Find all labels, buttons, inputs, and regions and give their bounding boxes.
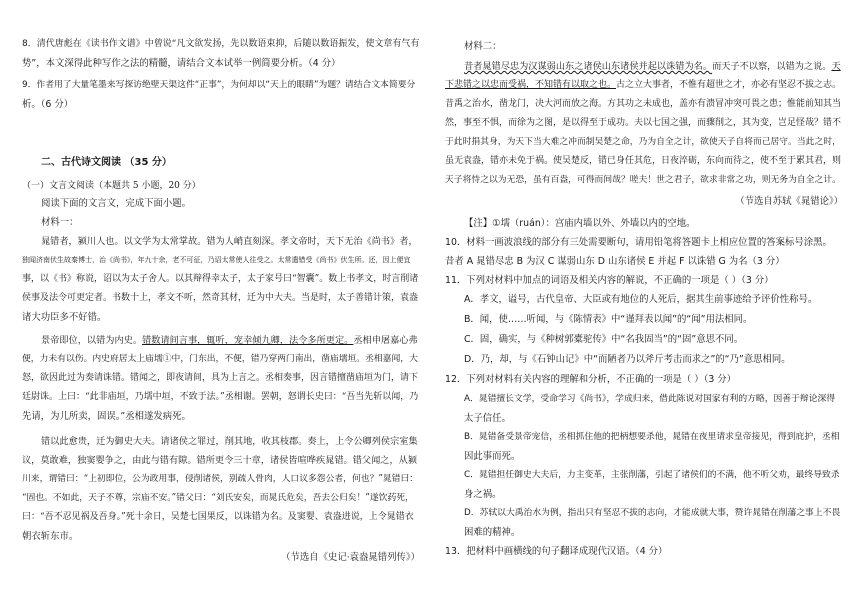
section-2-heading: 二、古代诗文阅读 （35 分） xyxy=(41,157,172,168)
material-1-line: 便，力未有以伤。内史府居太上庙壖①中，门东出，不便，错乃穿两门南出，凿庙壖垣。丞相嘉闻，大 xyxy=(22,354,418,364)
material-2-line-1 xyxy=(445,60,843,73)
material-1-line: 议，莫敢难，独窦婴争之，由此与错有隙。错所更令三十章，诸侯皆喧哗疾晁错。错父闻之，从颍 xyxy=(22,455,418,466)
material-2-text: 古之立大事者，不惟有超世之才，亦必有坚忍不拔之志。 xyxy=(616,80,842,90)
question-12-option-a-line-1: A．晁错擅长文学，受命学习《尚书》，学成归来，借此陈说对国家有利的方略，因善于辩论深得 xyxy=(464,394,836,404)
material-1-line: 川来，谓错曰：“上初即位，公为政用事，侵削诸侯，别疏人骨肉，人口议多怨公者，何也？”晁错曰： xyxy=(22,474,419,484)
wavy-underlined-sentence: 昔者晁错尽忠为汉谋弱山东之诸侯山东诸侯并起以诛错为名。 xyxy=(464,61,713,72)
question-12-option-c-line-1: C．晁错担任御史大夫后，力主变革，主张削藩，引起了诸侯们的不满，他不听父劝，最终导致杀 xyxy=(464,470,840,480)
material-2-line: 天子将恃之以为无恐，虽有百盎，可得而间哉？嗟夫！世之君子，欲求非常之功，则无务为自全之计。 xyxy=(445,175,841,185)
question-11-option-d: D．乃，却，与《石钟山记》中“而陋者乃以斧斤考击而求之”的“乃”意思相同。 xyxy=(464,354,791,365)
material-1-title: 材料一： xyxy=(41,217,79,228)
material-1-line: 错以此愈贵，迁为御史大夫。请诸侯之罪过，削其地，收其枝郡。奏上，上令公卿列侯宗室集 xyxy=(41,436,418,447)
material-2-line: 于此时捐其身，为天下当大难之冲而制吴楚之命，乃为自全之计，欲使天子自将而己居守。当此之时， xyxy=(445,137,841,147)
question-8-line-2: 势”，本文深得此种写作之法的精髓，请结合文本试举一例简要分析。（4 分） xyxy=(22,58,341,69)
material-1-line: 事，以《书》称说，诏以为太子舍人。以其辩得幸太子，太子家号曰“智囊”。数上书孝文，时言削诸 xyxy=(22,274,419,284)
material-1-line: 晁错者，颍川人也。以文学为太常掌故。错为人峭直刻深。孝文帝时，天下无治《尚书》者， xyxy=(41,236,418,247)
underlined-sentence-2: 下悲错之以忠而受祸，不知错有以取之也。 xyxy=(445,80,617,90)
material-1-source: （节选自《史记·袁盎晁错列传》） xyxy=(281,552,420,563)
material-2-line-2 xyxy=(445,79,843,92)
question-12-option-b-line-2: 因此事而死。 xyxy=(464,451,521,462)
material-1-line: “固也。不如此，天子不尊，宗庙不安。”错父曰：“刘氏安矣，而晁氏危矣，吾去公归矣！”遂饮药死， xyxy=(22,493,414,503)
reading-instruction: 阅读下面的文言文，完成下面小题。 xyxy=(41,198,192,209)
material-2-text: 而天子不以察，以错为之说。 xyxy=(712,61,832,72)
question-11: 11．下列对材料中加点的词语及相关内容的解说，不正确的一项是（ ）（3 分） xyxy=(445,275,774,286)
question-12-option-d-line-1: D．苏轼以大禹治水为例，指出只有坚忍不拔的志向，才能成就大事，赞许晁错在削藩之事上不畏 xyxy=(464,508,841,518)
question-8-line-1: 8．清代唐彪在《读书作文谱》中曾说“凡文欲发扬，先以数语束抑，后随以数语振发，使文章有气有 xyxy=(22,39,420,49)
material-1-line: 朝衣斩东市。 xyxy=(22,531,79,542)
material-2-line: 昔禹之治水，凿龙门，决大河而放之海。方其功之未成也，盖亦有溃冒冲突可畏之患；惟能前知其当 xyxy=(445,99,842,109)
question-10-options: 昔者 A 晁错尽忠 B 为汉 C 谋弱山东 D 山东诸侯 E 并起 F 以诛错 G 为名（3 分） xyxy=(445,256,785,267)
paragraph-2-end: 丞相申屠嘉心弗 xyxy=(353,335,418,346)
material-2-title: 材料二： xyxy=(464,41,502,52)
question-12-option-a-line-2: 太子信任。 xyxy=(464,413,511,424)
material-1-line: 先请，为儿所卖，固误。”丞相遂发病死。 xyxy=(22,411,191,422)
material-1-line: 侯事及法令可更定者。书数十上，孝文不听，然奇其材，迁为中大夫。当是时，太子善错计策，袁盎 xyxy=(22,293,419,303)
material-1-paragraph-2-line-1 xyxy=(22,334,420,347)
question-11-option-c: C．固，确实，与《种树郭橐驼传》中“名我固当”的“固”意思不同。 xyxy=(464,334,744,345)
material-1-line: 诸大功臣多不好错。 xyxy=(22,312,107,323)
material-1-line: 廷尉诛。上曰：“此非庙垣，乃壖中垣，不致于法。”丞相谢。罢朝，怒谓长史曰：“吾当先斩以闻，乃 xyxy=(22,392,419,402)
question-11-option-b: B．闻，使……听闻，与《陈情表》中“谨拜表以闻”的“闻”用法相同。 xyxy=(464,314,753,325)
material-1-line: 独闻济南伏生故秦博士，治《尚书》，年九十余，老不可征，乃诏太常使人往受之。太常遣错受《尚书》伏生所。还，因上便宜 xyxy=(22,256,411,264)
footnote: 【注】①壖（ruán）：宫庙内墙以外、外墙以内的空地。 xyxy=(464,218,696,229)
material-2-source: （节选自苏轼《晁错论》） xyxy=(735,196,843,207)
material-2-line: 虽无袁盎，错亦未免于祸。使吴楚反，错已身任其危，日夜淬砺，东向而待之，使不至于累其君，则 xyxy=(445,156,842,166)
question-9-line-1: 9．作者用了大量笔墨来写探访绝壁天渠这件“正事”，为何却以“天上的眼睛”为题？请结合文本简要分 xyxy=(22,80,416,90)
underlined-sentence-1: 错数请间言事，辄听，宠幸倾九卿，法令多所更定。 xyxy=(142,335,354,346)
subsection-1-heading: （一）文言文阅读（本题共 5 小题，20 分） xyxy=(22,181,201,191)
question-12-option-b-line-1: B．晁错备受景帝宠信，丞相抓住他的把柄想要杀他，晁错在夜里请求皇帝接见，得到庇护，丞相 xyxy=(464,432,840,442)
question-13: 13．把材料中画横线的句子翻译成现代汉语。（4 分） xyxy=(445,546,668,557)
question-9-line-2: 析。（6 分） xyxy=(22,99,74,110)
question-12-option-c-line-2: 身之祸。 xyxy=(464,489,502,500)
question-12-option-d-line-2: 困难的精神。 xyxy=(464,527,521,538)
material-1-line: 曰：“吾不忍见祸及吾身。”死十余日，吴楚七国果反，以诛错为名。及窦婴、袁盎进说，上令晁错衣 xyxy=(22,512,414,522)
underlined-sentence-2-start: 天 xyxy=(831,61,841,72)
question-11-option-a: A．孝文，谥号，古代皇帝、大臣或有地位的人死后，据其生前事迹给予评价性称号。 xyxy=(464,294,818,305)
paragraph-2-start: 景帝即位，以错为内史。 xyxy=(41,335,143,346)
material-2-line: 然，事至不惧，而徐为之图，是以得至于成功。夫以七国之强，而骤削之，其为变，岂足怪哉？错不 xyxy=(445,118,842,128)
question-12: 12．下列对材料有关内容的理解和分析，不正确的一项是（ ）（3 分） xyxy=(445,374,737,385)
question-10: 10．材料一画波浪线的部分有三处需要断句，请用铅笔将答题卡上相应位置的答案标号涂黑。 xyxy=(445,237,832,248)
material-1-line: 怒，欲因此过为奏请诛错。错闻之，即夜请间，具为上言之。丞相奏事，因言错擅凿庙垣为门，请下 xyxy=(22,373,419,383)
